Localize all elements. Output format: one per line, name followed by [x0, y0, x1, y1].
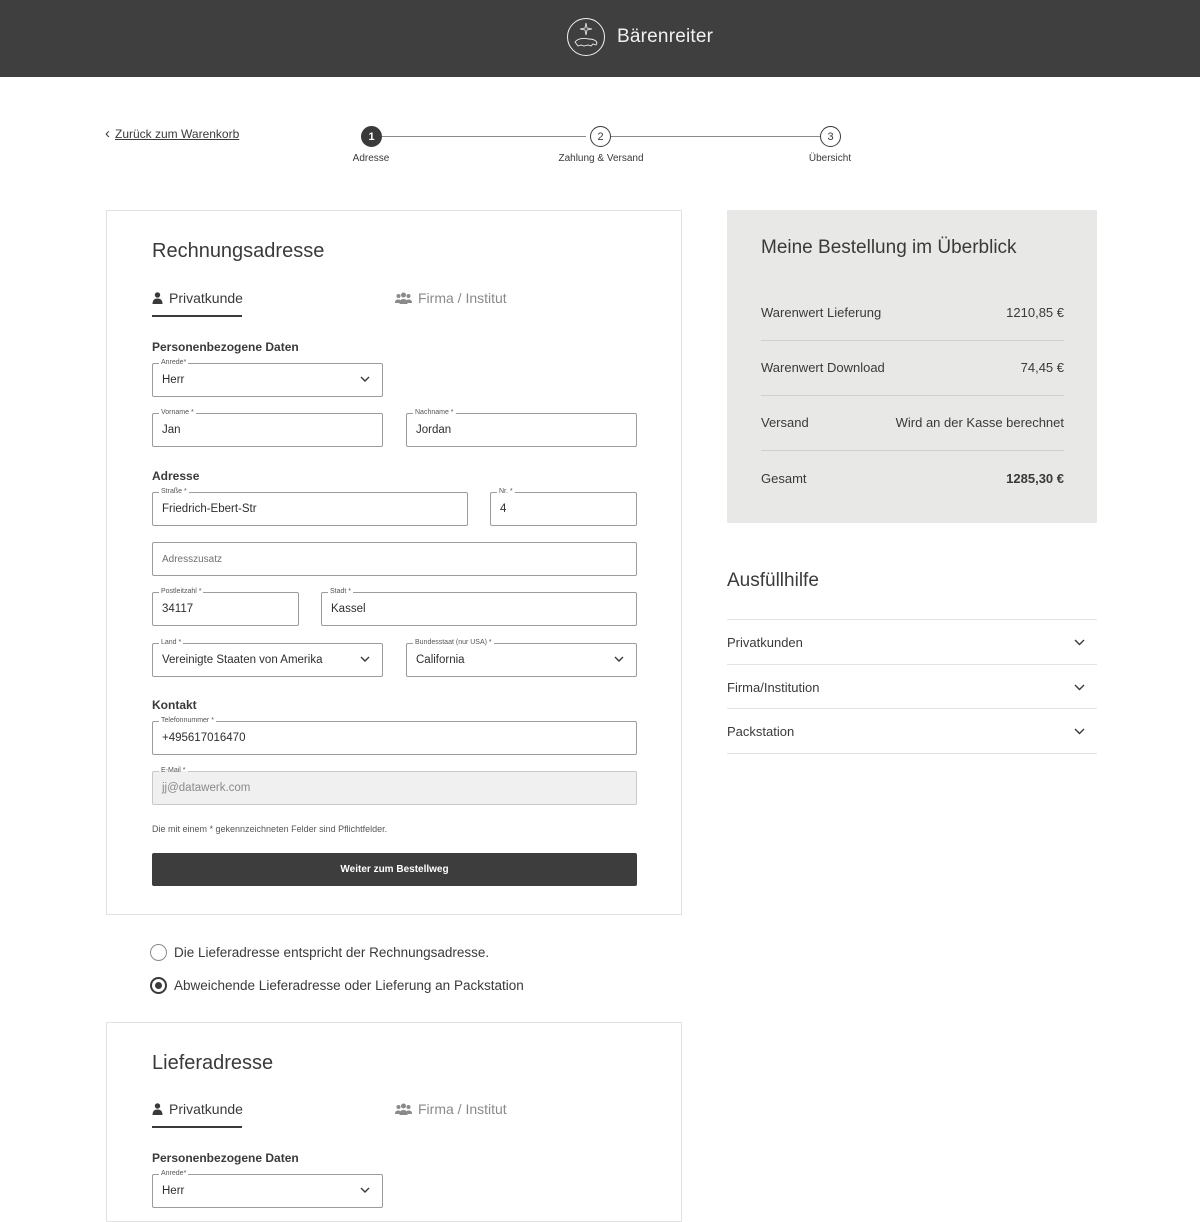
- billing-title: Rechnungsadresse: [152, 240, 325, 262]
- accordion-item-company[interactable]: [727, 664, 1097, 709]
- address-extra-field[interactable]: [152, 542, 637, 576]
- section-personal-data: Personenbezogene Daten: [152, 340, 299, 354]
- top-header: [0, 0, 1200, 77]
- delivery-same-address-label: Die Lieferadresse entspricht der Rechnungsadresse.: [174, 945, 490, 960]
- shipping-salutation-label: Anrede*: [161, 1170, 187, 1177]
- phone-value: +495617016470: [162, 732, 246, 744]
- group-icon: [395, 292, 412, 304]
- accordion-bottom-divider: [727, 753, 1097, 754]
- summary-divider: [761, 395, 1064, 396]
- salutation-value: Herr: [162, 374, 185, 386]
- brand-name: Bärenreiter: [617, 26, 714, 47]
- tab-company-label: Firma / Institut: [418, 290, 507, 306]
- tab-private-label: Privatkunde: [169, 290, 243, 306]
- last-name-value: Jordan: [416, 424, 452, 436]
- person-icon: [152, 292, 163, 304]
- summary-row-value: Wird an der Kasse berechnet: [895, 415, 1064, 430]
- chevron-down-icon: [360, 656, 370, 663]
- bear-star-logo-icon: [566, 17, 606, 57]
- postal-code-label: Postleitzahl *: [161, 588, 202, 595]
- street-value: Friedrich-Ebert-Str: [162, 503, 257, 515]
- summary-row-value: 1210,85 €: [1006, 305, 1064, 320]
- radio-same-address[interactable]: [150, 944, 167, 961]
- house-number-label: Nr. *: [499, 488, 513, 495]
- shipping-tab-active-underline: [152, 1126, 242, 1128]
- shipping-tab-company-label: Firma / Institut: [418, 1101, 507, 1117]
- chevron-down-icon: [1074, 639, 1085, 646]
- email-field: [152, 767, 637, 805]
- postal-code-value: 34117: [162, 603, 194, 615]
- chevron-down-icon: [614, 656, 624, 663]
- step-2-circle: 2: [590, 126, 611, 147]
- summary-row: [761, 415, 1064, 430]
- city-label: Stadt *: [330, 588, 352, 595]
- last-name-label: Nachname *: [415, 409, 454, 416]
- shipping-address-card: [106, 1022, 682, 1222]
- delivery-same-address-option[interactable]: [150, 944, 489, 961]
- shipping-tab-private-customer[interactable]: [152, 1101, 243, 1117]
- stepper-connector: [382, 136, 586, 137]
- last-name-field[interactable]: [406, 409, 637, 447]
- billing-address-card: [106, 210, 682, 915]
- radio-different-address[interactable]: [150, 977, 167, 994]
- city-value: Kassel: [331, 603, 366, 615]
- summary-total-row: [761, 471, 1064, 486]
- summary-total-value: 1285,30 €: [1006, 471, 1064, 486]
- chevron-down-icon: [1074, 728, 1085, 735]
- country-label: Land *: [161, 639, 182, 646]
- accordion-item-private-customers[interactable]: [727, 619, 1097, 664]
- country-select[interactable]: [152, 639, 383, 677]
- required-fields-hint: Die mit einem * gekennzeichneten Felder sind Pflichtfelder.: [152, 824, 388, 834]
- step-1-circle: 1: [361, 126, 382, 147]
- shipping-salutation-value: Herr: [162, 1185, 185, 1197]
- city-field[interactable]: [321, 588, 637, 626]
- tab-active-underline: [152, 315, 242, 317]
- step-3-circle: 3: [820, 126, 841, 147]
- shipping-section-personal-data: Personenbezogene Daten: [152, 1151, 299, 1165]
- chevron-down-icon: [360, 376, 370, 383]
- address-extra-placeholder: Adresszusatz: [162, 554, 223, 565]
- house-number-field[interactable]: [490, 488, 637, 526]
- summary-divider: [761, 450, 1064, 451]
- delivery-different-address-label: Abweichende Lieferadresse oder Lieferung an Packstation: [174, 978, 524, 993]
- email-label: E-Mail *: [161, 767, 186, 774]
- email-value: jj@datawerk.com: [162, 782, 251, 794]
- section-contact: Kontakt: [152, 698, 197, 712]
- accordion-item-label: Privatkunden: [727, 634, 803, 650]
- summary-row: [761, 360, 1064, 375]
- chevron-down-icon: [1074, 684, 1085, 691]
- continue-button[interactable]: Weiter zum Bestellweg: [152, 853, 637, 886]
- state-value: California: [416, 654, 465, 666]
- shipping-tab-private-label: Privatkunde: [169, 1101, 243, 1117]
- chevron-down-icon: [360, 1187, 370, 1194]
- street-label: Straße *: [161, 488, 187, 495]
- back-to-cart-label: Zurück zum Warenkorb: [115, 127, 240, 141]
- order-summary: [727, 210, 1097, 523]
- first-name-label: Vorname *: [161, 409, 194, 416]
- step-2-label: Zahlung & Versand: [558, 153, 644, 164]
- accordion-item-packstation[interactable]: [727, 708, 1097, 753]
- summary-row-label: Warenwert Download: [761, 360, 885, 375]
- salutation-label: Anrede*: [161, 359, 187, 366]
- brand[interactable]: [566, 17, 713, 57]
- summary-divider: [761, 340, 1064, 341]
- section-address: Adresse: [152, 469, 200, 483]
- chevron-left-icon: ‹: [105, 125, 110, 142]
- help-title: Ausfüllhilfe: [727, 570, 819, 591]
- first-name-field[interactable]: [152, 409, 383, 447]
- stepper-connector: [611, 136, 820, 137]
- person-icon: [152, 1103, 163, 1115]
- step-1-label: Adresse: [352, 153, 390, 164]
- state-label: Bundesstaat (nur USA) *: [415, 639, 492, 646]
- street-field[interactable]: [152, 488, 468, 526]
- accordion-item-label: Packstation: [727, 723, 795, 739]
- accordion-item-label: Firma/Institution: [727, 679, 820, 695]
- back-to-cart-link[interactable]: [105, 127, 239, 141]
- shipping-title: Lieferadresse: [152, 1052, 274, 1074]
- phone-field[interactable]: [152, 717, 637, 755]
- summary-row-value: 74,45 €: [1020, 360, 1064, 375]
- postal-code-field[interactable]: [152, 588, 299, 626]
- first-name-value: Jan: [162, 424, 181, 436]
- phone-label: Telefonnummer *: [161, 717, 214, 724]
- state-select[interactable]: [406, 639, 637, 677]
- shipping-tab-company[interactable]: [395, 1101, 507, 1117]
- salutation-select[interactable]: [152, 359, 383, 397]
- summary-row-label: Warenwert Lieferung: [761, 305, 882, 320]
- house-number-value: 4: [500, 503, 507, 515]
- group-icon: [395, 1103, 412, 1115]
- tab-company[interactable]: [395, 290, 507, 306]
- summary-row-label: Versand: [761, 415, 809, 430]
- shipping-salutation-select[interactable]: [152, 1170, 383, 1208]
- country-value: Vereinigte Staaten von Amerika: [162, 654, 323, 666]
- summary-title: Meine Bestellung im Überblick: [761, 237, 1017, 258]
- summary-total-label: Gesamt: [761, 471, 807, 486]
- step-3-label: Übersicht: [808, 153, 852, 164]
- tab-private-customer[interactable]: [152, 290, 243, 306]
- summary-row: [761, 305, 1064, 320]
- delivery-different-address-option[interactable]: [150, 977, 524, 994]
